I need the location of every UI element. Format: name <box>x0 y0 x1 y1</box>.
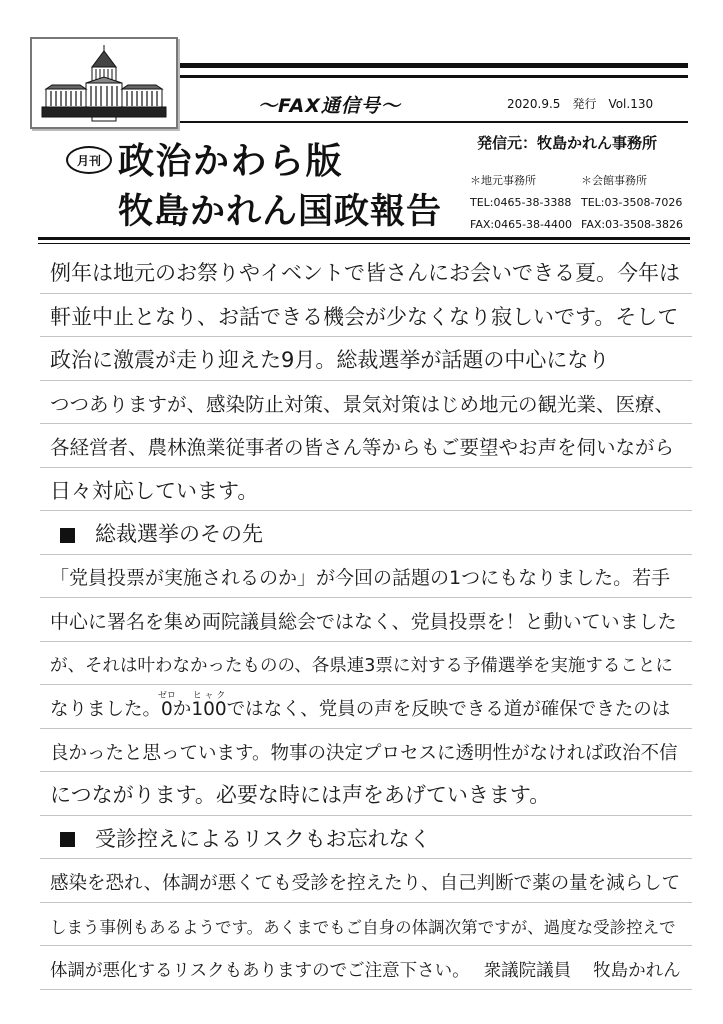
text-line <box>40 294 692 338</box>
text-line <box>40 772 692 816</box>
ruby-reading: ゼロ <box>157 691 176 702</box>
square-bullet-icon <box>60 832 75 847</box>
text-line-content: 軒並中止となり、お話できる機会が少なくなり寂しいです。そして <box>50 304 679 329</box>
text-line-content: つつありますが、感染防止対策、景気対策はじめ地元の観光業、医療、 <box>50 392 675 416</box>
office-name: ＊会館事務所 <box>581 174 647 187</box>
diet-office-info <box>581 170 683 236</box>
section-heading-text: 受診控えによるリスクもお忘れなく <box>95 826 431 851</box>
monthly-badge: 月刊 <box>66 146 112 174</box>
text-line <box>40 946 692 990</box>
header-bottom-rule-thin <box>38 243 690 244</box>
diet-building-icon <box>32 39 176 127</box>
text-line-content: 政治に激震が走り迎えた9月。総裁選挙が話題の中心になり <box>50 348 610 373</box>
text-line-content <box>50 691 684 721</box>
text-line <box>40 337 692 381</box>
text-line-content: しまう事例もあるようです。あくまでもご自身の体調次第ですが、過度な受診控えで <box>50 918 676 938</box>
newsletter-subtitle: 牧島かれん国政報告 <box>118 191 443 232</box>
text-line-content: につながります。必要な時には声をあげていきます。 <box>50 783 551 808</box>
text-line <box>40 903 692 947</box>
sender: 発信元：牧島かれん事務所 <box>477 134 658 152</box>
handwritten-body <box>40 250 692 990</box>
text-line <box>40 555 692 599</box>
newsletter-title: 政治かわら版 <box>118 140 344 182</box>
ruby-reading: ヒャク <box>191 691 227 702</box>
ruby-zero <box>157 691 176 721</box>
ruby-hundred <box>191 691 227 721</box>
text-line-content: 良かったと思っています。物事の決定プロセスに透明性がなければ政治不信 <box>50 742 678 764</box>
office-fax: FAX:03-3508-3826 <box>581 218 684 231</box>
ruby-base: 0 <box>157 699 176 721</box>
text-line <box>40 250 692 294</box>
section-heading <box>40 511 692 555</box>
text-segment: ではなく、党員の声を反映できる道が確保できたのは <box>226 699 671 721</box>
text-line <box>40 859 692 903</box>
header-rule-thick <box>180 63 688 68</box>
text-line-content: 日々対応しています。 <box>50 478 259 503</box>
office-tel: TEL:03-3508-7026 <box>581 196 683 209</box>
text-line <box>40 468 692 512</box>
text-line-content: 中心に署名を集め両院議員総会ではなく、党員投票を！と動いていました <box>50 610 677 633</box>
text-line-content: 「党員投票が実施されるのか」が今回の話題の1つにもなりました。若手 <box>50 567 671 590</box>
text-line-content: 感染を恐れ、体調が悪くても受診を控えたり、自己判断で薬の量を減らして <box>50 873 681 895</box>
header-bottom-rule-thick <box>38 237 690 240</box>
fax-title: ～FAX通信号～ <box>258 95 401 117</box>
text-line <box>40 642 692 686</box>
text-line-content <box>50 961 684 983</box>
issue-date-volume: 2020.9.5 発行 Vol.130 <box>507 97 654 111</box>
text-line <box>40 685 692 729</box>
office-tel: TEL:0465-38-3388 <box>470 196 572 209</box>
section-heading <box>40 816 692 860</box>
header-rule-thin <box>180 121 688 123</box>
header-rule-second <box>180 75 688 78</box>
text-segment: なりました。 <box>50 699 162 721</box>
office-name: ＊地元事務所 <box>470 174 536 187</box>
section-heading-text: 総裁選挙のその先 <box>95 522 263 547</box>
text-line-content: 各経営者、農林漁業従事者の皆さん等からもご要望やお声を伺いながら <box>50 436 675 460</box>
signature-name: 牧島かれん <box>593 960 681 981</box>
local-office-info <box>470 170 572 236</box>
signature-title: 衆議院議員 <box>483 960 572 981</box>
ruby-base: 100 <box>191 699 227 721</box>
text-line <box>40 381 692 425</box>
office-fax: FAX:0465-38-4400 <box>470 218 573 231</box>
text-segment: か <box>172 699 192 721</box>
text-segment: 体調が悪化するリスクもありますのでご注意下さい。 <box>50 960 470 981</box>
square-bullet-icon <box>60 528 75 543</box>
text-line <box>40 598 692 642</box>
text-line-content: 例年は地元のお祭りやイベントで皆さんにお会いできる夏。今年は <box>50 261 680 286</box>
text-line-content: が、それは叶わなかったものの、各県連3票に対する予備選挙を実施することに <box>50 656 673 677</box>
text-line <box>40 424 692 468</box>
diet-building-logo <box>30 37 178 129</box>
text-line <box>40 729 692 773</box>
